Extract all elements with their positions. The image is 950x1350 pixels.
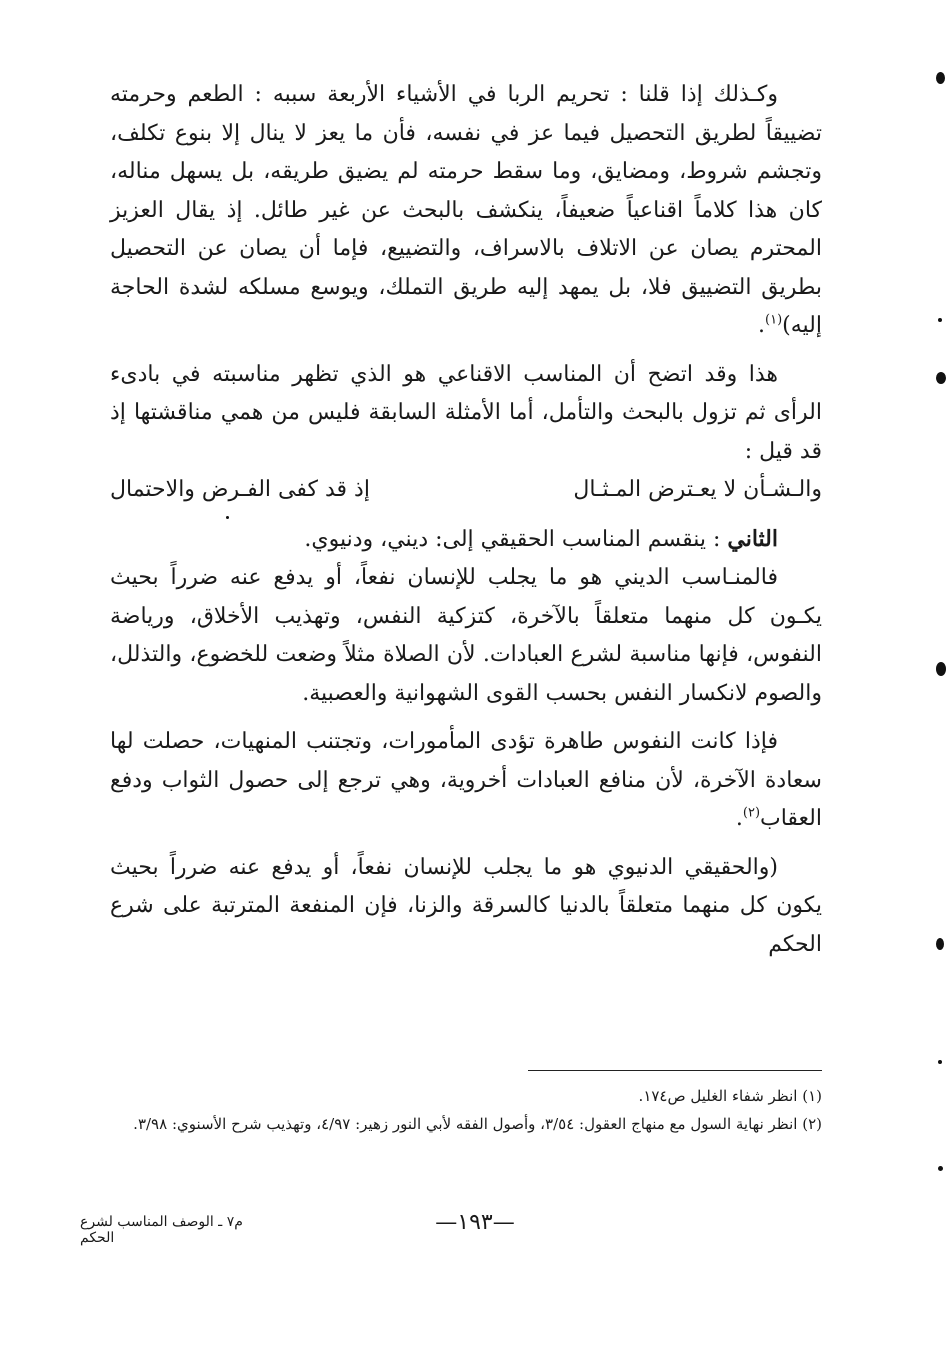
line: فالمنـاسب الديني هو ما يجلب للإنسان نفعاً، أو يدفع عنه ضرراً بحيث [110,565,778,590]
line: : ينقسم المناسب الحقيقي إلى: ديني، ودنيوي. [304,526,721,552]
footnote-ref-2: (٢) [742,805,761,821]
scan-speck [938,1060,942,1064]
scan-speck [936,938,944,950]
scan-speck [938,318,942,322]
footnote-2: (٢) انظر نهاية السول مع منهاج العقول: ٣/٥٤، وأصول الفقه لأبي النور زهير: ٤/٩٧، وتهذيب شرح الأسنوي: ٣/٩٨. [133,1115,822,1133]
footnote-divider [528,1070,822,1071]
line: إليه) [782,313,822,338]
paragraph-5 [110,723,822,839]
running-title: م٧ ـ الوصف المناسب لشرع الحكم [80,1214,243,1246]
line: النفوس، فإنها مناسبة لشرع العبادات. لأن الصلاة مثلاً وضعت للخضوع، [189,642,822,667]
verse-first-hemistich: والـشـأن لا يعـترض المـثـال [573,477,822,502]
line: بطريق التضييق فلا، بل يمهد إليه طريق التملك، ويوسع مسلكه لشدة الحاجة [110,274,822,300]
line-tail: . [758,313,766,338]
verse-second-hemistich: إذ قد كفى الفـرض والاحتمال [110,477,370,502]
line: سعادة الآخرة، لأن منافع العبادات أخروية، وهي ترجع إلى حصول الثواب [161,767,822,793]
footnote-1: (١) انظر شفاء الغليل ص١٧٤. [638,1087,822,1105]
scan-speck [936,372,946,384]
main-text [110,76,822,964]
line: تضييقاً لطريق التحصيل فيما عز في نفسه، فأن ما يعز لا ينال إلا بنوع تكلف، [110,120,822,146]
paragraph-6 [110,849,822,965]
scan-speck [226,516,229,519]
line: فإذا كانت النفوس طاهرة تؤدى المأمورات، وتجتنب المنهيات، حصلت لها [110,729,778,754]
line: قيل : [744,438,793,464]
paragraph-1 [110,76,822,346]
poetry-verse [110,471,822,510]
line: (والحقيقي الدنيوي هو ما يجلب للإنسان نفعاً، أو يدفع عنه ضرراً بحيث [110,854,778,880]
scan-speck [938,1166,943,1171]
line: والتذلل، والصوم لانكسار النفس بحسب القوى الشهوانية والعصبية. [110,642,822,706]
scan-speck [936,662,946,676]
line-tail: . [735,806,743,831]
scan-speck [936,72,945,84]
line: المحترم يصان عن الاتلاف بالاسراف، والتضييع، فإما أن يصان عن التحصيل [110,236,822,261]
line: ودفع العقاب [110,767,822,831]
line: وكـذلك إذا قلنا : تحريم الربا في الأشياء الأربعة سببه : الطعم وحرمته [110,82,778,107]
footnote-ref-1: (١) [765,312,783,328]
footnotes [110,1082,822,1138]
page-number: —١٩٣— [435,1210,515,1235]
line: وتجشم شروط، ومضايق، وما سقط حرمته لم يضيق طريقه، بل يسهل مناله، [110,159,822,184]
line: كان هذا كلاماً اقناعياً ضعيفاً، ينكشف بالبحث عن غير طائل. إذ يقال العزيز [110,197,822,223]
paragraph-2 [110,356,822,472]
line: هذا وقد اتضح أن المناسب الاقناعي هو الذي تظهر مناسبته في بادىء الرأى [110,361,822,425]
paragraph-4 [110,559,822,713]
line: يكـون كل منهما متعلقاً بالآخرة، كتزكية النفس، وتهذيب الأخلاق، ورياضة [110,603,822,629]
line: ثم تزول بالبحث والتأمل، أما الأمثلة السابقة فليس من همي مناقشتها إذ قد [110,400,822,464]
paragraph-3 [110,520,822,560]
section-lead: الثاني [727,525,778,552]
line: يكون كل منهما متعلقاً بالدنيا كالسرقة والزنا، فإن المنفعة المترتبة على شرع الحكم [110,893,822,957]
